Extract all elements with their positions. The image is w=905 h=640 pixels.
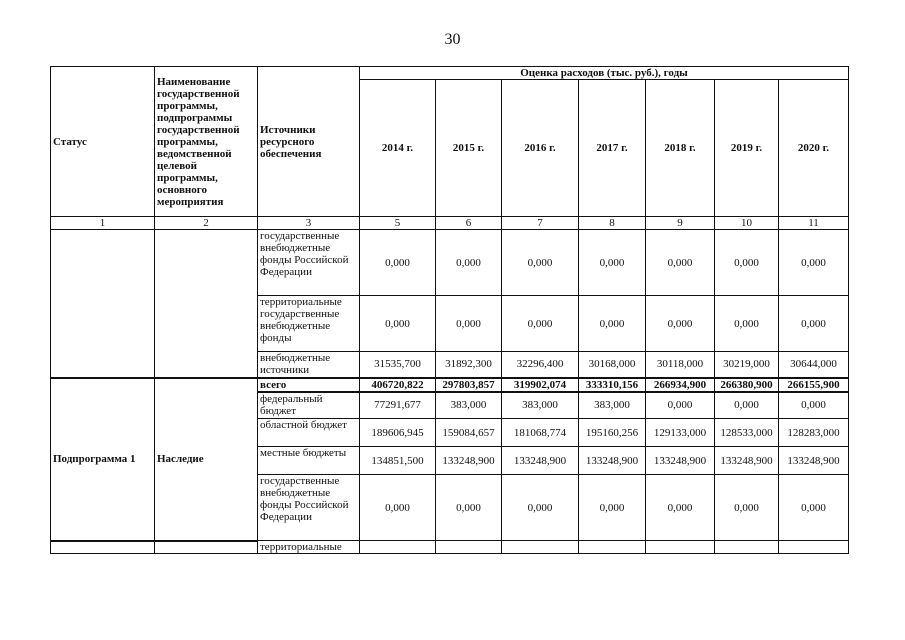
source-cell: территориальные государственные внебюджетные фонды	[258, 296, 360, 352]
header-status: Статус	[51, 67, 155, 217]
subprogram-status: Подпрограмма 1	[51, 378, 155, 541]
name-cell-empty	[155, 541, 258, 554]
header-year: 2018 г.	[646, 80, 715, 217]
column-number: 9	[646, 217, 715, 230]
value-cell: 0,000	[436, 475, 502, 541]
value-cell: 0,000	[502, 296, 579, 352]
value-cell: 30219,000	[715, 352, 779, 378]
value-cell: 0,000	[779, 392, 849, 419]
value-cell: 31535,700	[360, 352, 436, 378]
source-cell: государственные внебюджетные фонды Российской Федерации	[258, 230, 360, 296]
value-cell: 383,000	[579, 392, 646, 419]
value-cell: 0,000	[579, 230, 646, 296]
value-cell: 159084,657	[436, 419, 502, 447]
source-cell: областной бюджет	[258, 419, 360, 447]
source-cell: территориальные	[258, 541, 360, 554]
value-cell: 133248,900	[502, 447, 579, 475]
value-cell: 189606,945	[360, 419, 436, 447]
column-number: 2	[155, 217, 258, 230]
value-cell: 0,000	[360, 230, 436, 296]
column-number: 10	[715, 217, 779, 230]
expense-table	[50, 66, 849, 554]
column-number: 5	[360, 217, 436, 230]
subprogram-name: Наследие	[155, 378, 258, 541]
value-cell: 319902,074	[502, 378, 579, 392]
column-number: 6	[436, 217, 502, 230]
source-cell: внебюджетные источники	[258, 352, 360, 378]
value-cell: 133248,900	[646, 447, 715, 475]
value-cell: 0,000	[646, 475, 715, 541]
value-cell: 406720,822	[360, 378, 436, 392]
value-cell: 30118,000	[646, 352, 715, 378]
value-cell: 133248,900	[779, 447, 849, 475]
table-row	[51, 230, 849, 296]
source-cell: местные бюджеты	[258, 447, 360, 475]
value-cell: 133248,900	[436, 447, 502, 475]
value-cell: 133248,900	[579, 447, 646, 475]
value-cell	[502, 541, 579, 554]
value-cell: 32296,400	[502, 352, 579, 378]
column-number: 1	[51, 217, 155, 230]
page-number: 30	[444, 31, 461, 48]
value-cell: 31892,300	[436, 352, 502, 378]
value-cell: 129133,000	[646, 419, 715, 447]
value-cell: 266380,900	[715, 378, 779, 392]
value-cell: 195160,256	[579, 419, 646, 447]
table-row-total	[51, 378, 849, 392]
value-cell: 0,000	[579, 475, 646, 541]
source-cell: федеральный бюджет	[258, 392, 360, 419]
header-program-name: Наименование государственной программы, подпрограммы государственной программы, ведомственной целевой программы, основного мероприятия	[155, 67, 258, 217]
value-cell	[646, 541, 715, 554]
value-cell: 0,000	[646, 296, 715, 352]
value-cell: 128533,000	[715, 419, 779, 447]
value-cell: 0,000	[360, 475, 436, 541]
source-cell: государственные внебюджетные фонды Российской Федерации	[258, 475, 360, 541]
value-cell: 0,000	[779, 475, 849, 541]
value-cell: 0,000	[646, 392, 715, 419]
value-cell: 266155,900	[779, 378, 849, 392]
name-cell-empty	[155, 230, 258, 378]
value-cell: 181068,774	[502, 419, 579, 447]
header-year: 2017 г.	[579, 80, 646, 217]
value-cell: 0,000	[779, 296, 849, 352]
value-cell: 30644,000	[779, 352, 849, 378]
table-row	[51, 541, 849, 554]
header-year: 2014 г.	[360, 80, 436, 217]
value-cell: 0,000	[715, 475, 779, 541]
value-cell: 383,000	[436, 392, 502, 419]
header-sources: Источники ресурсного обеспечения	[258, 67, 360, 217]
value-cell: 333310,156	[579, 378, 646, 392]
value-cell: 383,000	[502, 392, 579, 419]
header-year: 2019 г.	[715, 80, 779, 217]
column-number-row	[51, 217, 849, 230]
status-cell-empty	[51, 541, 155, 554]
value-cell: 0,000	[646, 230, 715, 296]
value-cell	[436, 541, 502, 554]
value-cell: 133248,900	[715, 447, 779, 475]
value-cell: 0,000	[715, 296, 779, 352]
value-cell: 0,000	[579, 296, 646, 352]
value-cell: 0,000	[502, 475, 579, 541]
value-cell	[779, 541, 849, 554]
value-cell: 0,000	[715, 392, 779, 419]
value-cell: 0,000	[436, 296, 502, 352]
value-cell: 0,000	[502, 230, 579, 296]
value-cell: 134851,500	[360, 447, 436, 475]
status-cell-empty	[51, 230, 155, 378]
column-number: 8	[579, 217, 646, 230]
value-cell: 0,000	[715, 230, 779, 296]
value-cell: 0,000	[360, 296, 436, 352]
value-cell: 297803,857	[436, 378, 502, 392]
header-expense-group: Оценка расходов (тыс. руб.), годы	[360, 67, 849, 80]
value-cell: 128283,000	[779, 419, 849, 447]
column-number: 11	[779, 217, 849, 230]
column-number: 7	[502, 217, 579, 230]
source-cell: всего	[258, 378, 360, 392]
header-year: 2020 г.	[779, 80, 849, 217]
value-cell: 30168,000	[579, 352, 646, 378]
value-cell	[579, 541, 646, 554]
header-year: 2016 г.	[502, 80, 579, 217]
value-cell	[360, 541, 436, 554]
value-cell: 266934,900	[646, 378, 715, 392]
column-number: 3	[258, 217, 360, 230]
value-cell: 0,000	[779, 230, 849, 296]
header-year: 2015 г.	[436, 80, 502, 217]
value-cell: 77291,677	[360, 392, 436, 419]
value-cell	[715, 541, 779, 554]
value-cell: 0,000	[436, 230, 502, 296]
